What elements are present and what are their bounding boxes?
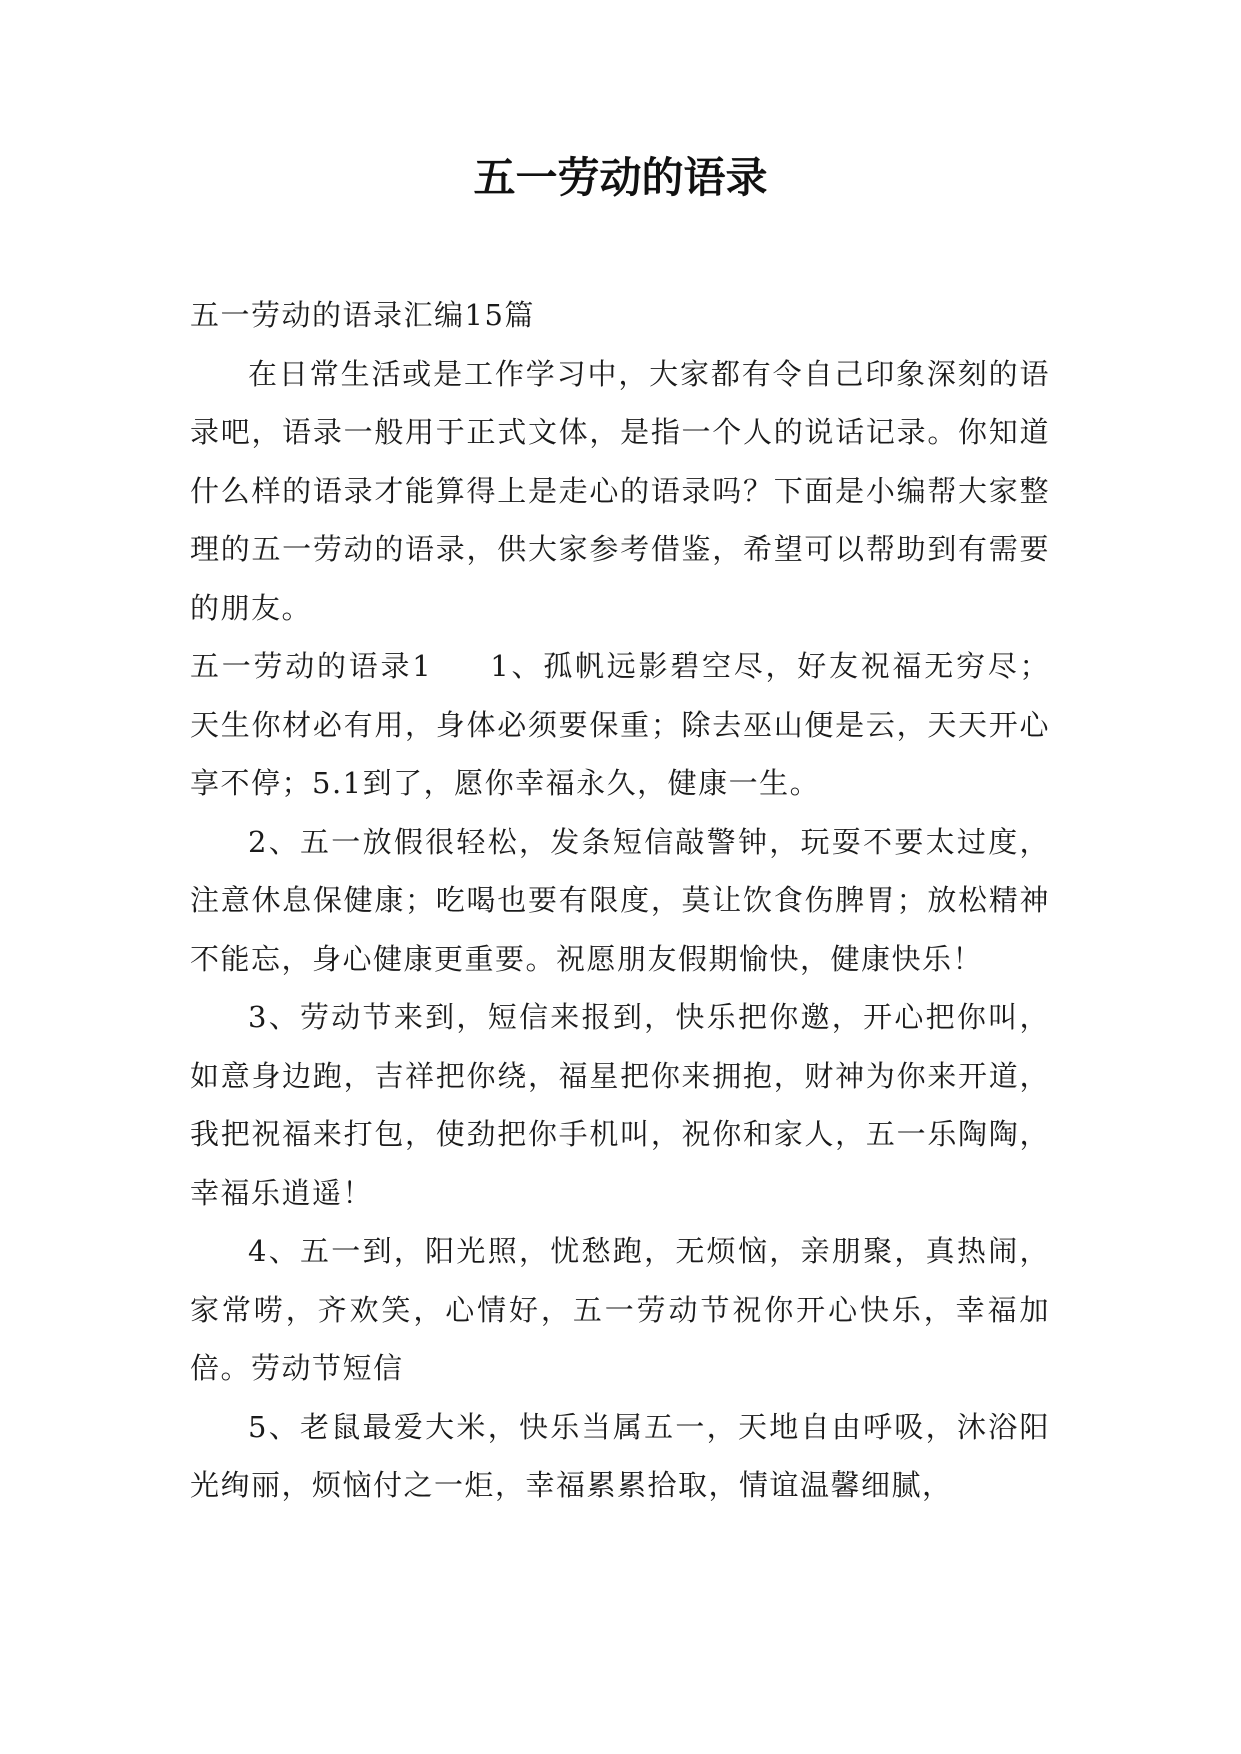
section-heading: 五一劳动的语录1 <box>190 649 433 683</box>
quote-5: 5、老鼠最爱大米，快乐当属五一，天地自由呼吸，沐浴阳光绚丽，烦恼付之一炬，幸福累累拾取，情谊温馨细腻， <box>190 1409 1050 1502</box>
intro-paragraph: 在日常生活或是工作学习中，大家都有令自己印象深刻的语录吧，语录一般用于正式文体，是指一个人的说话记录。你知道什么样的语录才能算得上是走心的语录吗？下面是小编帮大家整理的五一劳动的语录，供大家参考借鉴，希望可以帮助到有需要的朋友。 <box>190 356 1050 625</box>
document-title: 五一劳动的语录 <box>473 153 768 202</box>
quote-3: 3、劳动节来到，短信来报到，快乐把你邀，开心把你叫，如意身边跑，吉祥把你绕，福星把你来拥抱，财神为你来开道，我把祝福来打包，使劲把你手机叫，祝你和家人，五一乐陶陶，幸福乐逍遥！ <box>190 1000 1050 1210</box>
document-body <box>190 286 1050 1515</box>
quote-1: 1、孤帆远影碧空尽，好友祝福无穷尽；天生你材必有用，身体必须要保重；除去巫山便是云，天天开心享不停；5.1到了，愿你幸福永久，健康一生。 <box>190 649 1051 800</box>
quote-2: 2、五一放假很轻松，发条短信敲警钟，玩耍不要太过度，注意休息保健康；吃喝也要有限度，莫让饮食伤脾胃；放松精神不能忘，身心健康更重要。祝愿朋友假期愉快，健康快乐！ <box>190 824 1050 976</box>
quote-4: 4、五一到，阳光照，忧愁跑，无烦恼，亲朋聚，真热闹，家常唠，齐欢笑，心情好，五一劳动节祝你开心快乐，幸福加倍。劳动节短信 <box>190 1234 1050 1385</box>
document-subtitle: 五一劳动的语录汇编15篇 <box>190 298 535 332</box>
section-first-line <box>190 637 1050 813</box>
